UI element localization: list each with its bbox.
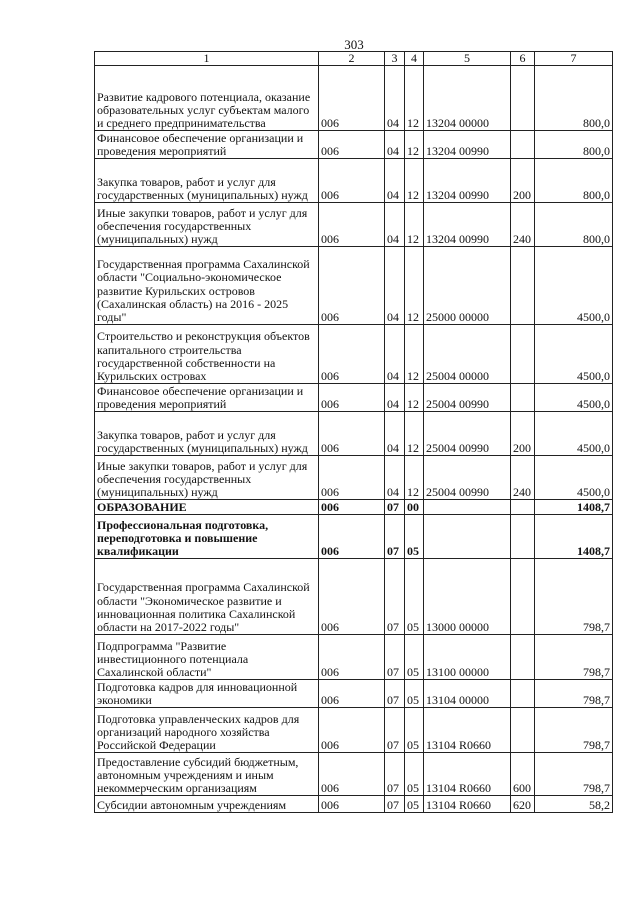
subsection-code-cell: 00 xyxy=(405,500,424,515)
target-code-cell: 13104 R0660 xyxy=(424,708,511,753)
expense-type-cell: 620 xyxy=(511,796,535,813)
admin-code-cell: 006 xyxy=(319,66,385,131)
amount-cell: 798,7 xyxy=(535,559,613,635)
amount-cell: 798,7 xyxy=(535,680,613,708)
subsection-code-cell: 05 xyxy=(405,753,424,796)
admin-code-cell: 006 xyxy=(319,708,385,753)
column-header: 4 xyxy=(405,52,424,66)
row-name-cell: Государственная программа Сахалинской области "Экономическое развитие и инновационная политика Сахалинской области на 2017-2022 годы" xyxy=(95,559,319,635)
amount-cell: 4500,0 xyxy=(535,384,613,412)
table-row xyxy=(95,247,613,325)
row-name-cell: ОБРАЗОВАНИЕ xyxy=(95,500,319,515)
target-code-cell xyxy=(424,515,511,559)
section-code-cell: 07 xyxy=(385,635,405,680)
target-code-cell: 13104 R0660 xyxy=(424,796,511,813)
expense-type-cell xyxy=(511,247,535,325)
subsection-code-cell: 12 xyxy=(405,203,424,247)
table-row xyxy=(95,753,613,796)
expense-type-cell xyxy=(511,515,535,559)
section-code-cell: 07 xyxy=(385,708,405,753)
table-row xyxy=(95,131,613,159)
section-code-cell: 04 xyxy=(385,384,405,412)
table-row xyxy=(95,159,613,203)
target-code-cell: 13100 00000 xyxy=(424,635,511,680)
row-name-cell: Закупка товаров, работ и услуг для государственных (муниципальных) нужд xyxy=(95,412,319,456)
amount-cell: 58,2 xyxy=(535,796,613,813)
expense-type-cell xyxy=(511,66,535,131)
expense-type-cell xyxy=(511,131,535,159)
table-row xyxy=(95,456,613,500)
amount-cell: 4500,0 xyxy=(535,247,613,325)
amount-cell: 800,0 xyxy=(535,203,613,247)
admin-code-cell: 006 xyxy=(319,159,385,203)
expense-type-cell: 200 xyxy=(511,412,535,456)
target-code-cell: 13204 00990 xyxy=(424,203,511,247)
subsection-code-cell: 05 xyxy=(405,680,424,708)
table-row xyxy=(95,203,613,247)
admin-code-cell: 006 xyxy=(319,500,385,515)
target-code-cell: 13204 00000 xyxy=(424,66,511,131)
amount-cell: 1408,7 xyxy=(535,515,613,559)
target-code-cell: 25000 00000 xyxy=(424,247,511,325)
expense-type-cell: 240 xyxy=(511,203,535,247)
table-row xyxy=(95,325,613,384)
table-row xyxy=(95,515,613,559)
row-name-cell: Финансовое обеспечение организации и проведения мероприятий xyxy=(95,131,319,159)
target-code-cell: 25004 00990 xyxy=(424,384,511,412)
column-header: 6 xyxy=(511,52,535,66)
row-name-cell: Предоставление субсидий бюджетным, автономным учреждениям и иным некоммерческим организациям xyxy=(95,753,319,796)
target-code-cell: 13000 00000 xyxy=(424,559,511,635)
table-row xyxy=(95,559,613,635)
section-code-cell: 07 xyxy=(385,559,405,635)
subsection-code-cell: 12 xyxy=(405,456,424,500)
row-name-cell: Подготовка управленческих кадров для организаций народного хозяйства Российской Федерации xyxy=(95,708,319,753)
amount-cell: 800,0 xyxy=(535,159,613,203)
table-body xyxy=(95,66,613,813)
expense-type-cell xyxy=(511,500,535,515)
target-code-cell: 25004 00990 xyxy=(424,456,511,500)
admin-code-cell: 006 xyxy=(319,559,385,635)
target-code-cell: 13104 00000 xyxy=(424,680,511,708)
target-code-cell: 13204 00990 xyxy=(424,131,511,159)
table-row xyxy=(95,384,613,412)
section-code-cell: 07 xyxy=(385,680,405,708)
expense-type-cell xyxy=(511,680,535,708)
amount-cell: 798,7 xyxy=(535,635,613,680)
row-name-cell: Подготовка кадров для инновационной экономики xyxy=(95,680,319,708)
row-name-cell: Финансовое обеспечение организации и проведения мероприятий xyxy=(95,384,319,412)
subsection-code-cell: 05 xyxy=(405,559,424,635)
section-code-cell: 04 xyxy=(385,247,405,325)
row-name-cell: Иные закупки товаров, работ и услуг для обеспечения государственных (муниципальных) нужд xyxy=(95,456,319,500)
admin-code-cell: 006 xyxy=(319,203,385,247)
page-number: 303 xyxy=(344,37,364,52)
section-code-cell: 04 xyxy=(385,456,405,500)
table-row xyxy=(95,500,613,515)
column-header: 7 xyxy=(535,52,613,66)
column-header: 5 xyxy=(424,52,511,66)
row-name-cell: Закупка товаров, работ и услуг для государственных (муниципальных) нужд xyxy=(95,159,319,203)
table-row xyxy=(95,680,613,708)
expense-type-cell: 200 xyxy=(511,159,535,203)
row-name-cell: Субсидии автономным учреждениям xyxy=(95,796,319,813)
section-code-cell: 04 xyxy=(385,159,405,203)
section-code-cell: 04 xyxy=(385,131,405,159)
amount-cell: 4500,0 xyxy=(535,325,613,384)
expense-type-cell xyxy=(511,559,535,635)
column-header: 2 xyxy=(319,52,385,66)
section-code-cell: 04 xyxy=(385,66,405,131)
admin-code-cell: 006 xyxy=(319,635,385,680)
admin-code-cell: 006 xyxy=(319,456,385,500)
amount-cell: 4500,0 xyxy=(535,412,613,456)
table-row xyxy=(95,708,613,753)
admin-code-cell: 006 xyxy=(319,753,385,796)
amount-cell: 1408,7 xyxy=(535,500,613,515)
expense-type-cell xyxy=(511,635,535,680)
admin-code-cell: 006 xyxy=(319,680,385,708)
subsection-code-cell: 05 xyxy=(405,796,424,813)
amount-cell: 798,7 xyxy=(535,753,613,796)
admin-code-cell: 006 xyxy=(319,796,385,813)
subsection-code-cell: 12 xyxy=(405,247,424,325)
admin-code-cell: 006 xyxy=(319,325,385,384)
amount-cell: 798,7 xyxy=(535,708,613,753)
section-code-cell: 04 xyxy=(385,325,405,384)
row-name-cell: Строительство и реконструкция объектов капитального строительства государственной собственности на Курильских островах xyxy=(95,325,319,384)
subsection-code-cell: 12 xyxy=(405,325,424,384)
subsection-code-cell: 05 xyxy=(405,515,424,559)
subsection-code-cell: 12 xyxy=(405,384,424,412)
expense-type-cell: 600 xyxy=(511,753,535,796)
section-code-cell: 04 xyxy=(385,412,405,456)
target-code-cell: 13204 00990 xyxy=(424,159,511,203)
section-code-cell: 07 xyxy=(385,500,405,515)
subsection-code-cell: 12 xyxy=(405,412,424,456)
expense-type-cell xyxy=(511,708,535,753)
budget-table xyxy=(94,51,613,813)
row-name-cell: Развитие кадрового потенциала, оказание образовательных услуг субъектам малого и среднего предпринимательства xyxy=(95,66,319,131)
section-code-cell: 04 xyxy=(385,203,405,247)
expense-type-cell xyxy=(511,384,535,412)
admin-code-cell: 006 xyxy=(319,131,385,159)
subsection-code-cell: 05 xyxy=(405,708,424,753)
row-name-cell: Иные закупки товаров, работ и услуг для обеспечения государственных (муниципальных) нужд xyxy=(95,203,319,247)
section-code-cell: 07 xyxy=(385,753,405,796)
subsection-code-cell: 12 xyxy=(405,131,424,159)
amount-cell: 800,0 xyxy=(535,66,613,131)
row-name-cell: Профессиональная подготовка, переподготовка и повышение квалификации xyxy=(95,515,319,559)
subsection-code-cell: 05 xyxy=(405,635,424,680)
column-header: 1 xyxy=(95,52,319,66)
admin-code-cell: 006 xyxy=(319,247,385,325)
subsection-code-cell: 12 xyxy=(405,66,424,131)
table-row xyxy=(95,66,613,131)
target-code-cell: 25004 00990 xyxy=(424,412,511,456)
expense-type-cell xyxy=(511,325,535,384)
expense-type-cell: 240 xyxy=(511,456,535,500)
admin-code-cell: 006 xyxy=(319,384,385,412)
target-code-cell xyxy=(424,500,511,515)
table-row xyxy=(95,796,613,813)
row-name-cell: Государственная программа Сахалинской области "Социально-экономическое развитие Курильских островов (Сахалинская область) на 2016 - 2025 годы" xyxy=(95,247,319,325)
column-header-row xyxy=(95,52,613,66)
row-name-cell: Подпрограмма "Развитие инвестиционного потенциала Сахалинской области" xyxy=(95,635,319,680)
target-code-cell: 13104 R0660 xyxy=(424,753,511,796)
admin-code-cell: 006 xyxy=(319,412,385,456)
section-code-cell: 07 xyxy=(385,515,405,559)
section-code-cell: 07 xyxy=(385,796,405,813)
target-code-cell: 25004 00000 xyxy=(424,325,511,384)
admin-code-cell: 006 xyxy=(319,515,385,559)
amount-cell: 800,0 xyxy=(535,131,613,159)
column-header: 3 xyxy=(385,52,405,66)
table-row xyxy=(95,412,613,456)
amount-cell: 4500,0 xyxy=(535,456,613,500)
subsection-code-cell: 12 xyxy=(405,159,424,203)
table-row xyxy=(95,635,613,680)
